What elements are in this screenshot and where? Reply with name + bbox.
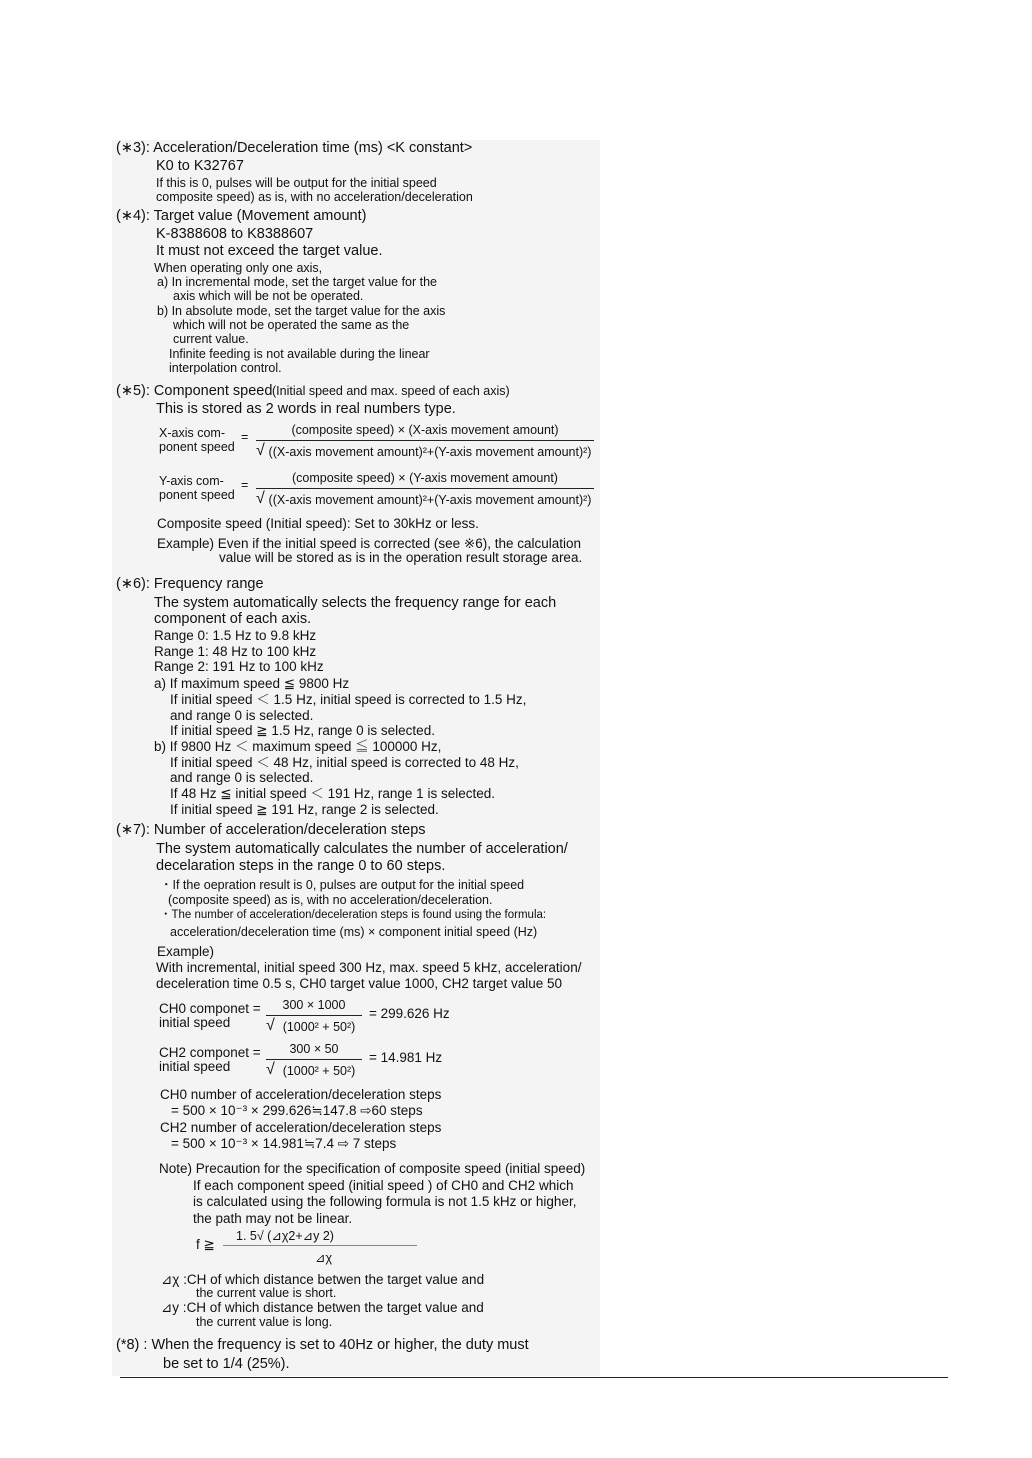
note7-text: The system automatically calculates the number of acceleration/ [156, 841, 568, 857]
note5-text: Example) Even if the initial speed is corrected (see ※6), the calculation [157, 536, 582, 551]
note7-text: decelaration steps in the range 0 to 60 steps. [156, 858, 446, 874]
formula-denominator: ((X-axis movement amount)²+(Y-axis movement amount)²) [268, 445, 592, 459]
note4-text: current value. [173, 332, 249, 346]
formula-numerator: 300 × 50 [289, 1042, 339, 1056]
formula-denominator: ((X-axis movement amount)²+(Y-axis movement amount)²) [268, 493, 592, 507]
note4-text: When operating only one axis, [154, 261, 323, 275]
note5-heading: (∗5): Component speed [116, 383, 273, 399]
delta-x-definition: ⊿χ :CH of which distance betwen the target value and [161, 1272, 485, 1287]
range-item: Range 2: 191 Hz to 100 kHz [154, 659, 324, 674]
fraction-bar [266, 1059, 362, 1060]
precaution-text: the path may not be linear. [193, 1211, 353, 1226]
ch2-formula-label: initial speed [159, 1059, 231, 1074]
x-component-formula [256, 423, 594, 463]
condition-b-text: If initial speed ≧ 191 Hz, range 2 is selected. [170, 802, 439, 817]
note4-text: Infinite feeding is not available during the linear [169, 347, 430, 361]
y-formula-label: Y-axis com- [159, 474, 224, 488]
precaution-text: is calculated using the following formula is not 1.5 kHz or higher, [193, 1194, 577, 1209]
square-root-icon: √ [266, 1061, 275, 1078]
note5-heading-detail: (Initial speed and max. speed of each axis) [272, 384, 510, 398]
equals-sign: = [241, 430, 249, 444]
note7-heading: (∗7): Number of acceleration/deceleration steps [116, 822, 426, 838]
ch2-formula-label: CH2 componet = [159, 1045, 261, 1060]
note3-range: K0 to K32767 [156, 158, 244, 174]
note7-text: (composite speed) as is, with no acceleration/deceleration. [168, 893, 493, 907]
range-item: Range 1: 48 Hz to 100 kHz [154, 644, 317, 659]
ch0-formula-label: initial speed [159, 1015, 231, 1030]
note5-text: This is stored as 2 words in real numbers type. [156, 401, 456, 417]
y-formula-label: ponent speed [159, 488, 235, 502]
formula-denominator: (1000² + 50²) [282, 1020, 356, 1034]
equals-sign: = [241, 478, 249, 492]
ch2-speed-formula [266, 1042, 362, 1082]
note6-text: The system automatically selects the frequency range for each [154, 595, 557, 611]
condition-a-text: If initial speed ≧ 1.5 Hz, range 0 is selected. [170, 723, 435, 738]
x-formula-label: ponent speed [159, 440, 235, 454]
steps-text: CH2 number of acceleration/deceleration steps [160, 1120, 442, 1135]
note4-range: K-8388608 to K8388607 [156, 226, 314, 242]
y-component-formula [256, 471, 594, 511]
condition-a: a) If maximum speed ≦ 9800 Hz [154, 676, 350, 691]
f-formula [223, 1228, 417, 1268]
formula-numerator: (composite speed) × (X-axis movement amount) [291, 423, 559, 437]
note4-text: It must not exceed the target value. [156, 243, 383, 259]
square-root-icon: √ [256, 442, 265, 459]
delta-y-definition: ⊿y :CH of which distance betwen the target value and [161, 1300, 484, 1315]
note4-text: a) In incremental mode, set the target value for the [157, 275, 438, 289]
fraction-bar [256, 488, 594, 489]
precaution-note: Note) Precaution for the specification of composite speed (initial speed) [159, 1161, 586, 1176]
x-formula-label: X-axis com- [159, 426, 225, 440]
delta-y-definition: the current value is long. [196, 1315, 333, 1329]
example-text: deceleration time 0.5 s, CH0 target value 1000, CH2 target value 50 [156, 976, 562, 991]
note5-text: Composite speed (Initial speed): Set to 30kHz or less. [157, 516, 479, 531]
condition-a-text: If initial speed ＜ 1.5 Hz, initial speed is corrected to 1.5 Hz, [170, 692, 527, 707]
note4-text: axis which will be not be operated. [173, 289, 364, 303]
ch0-result: = 299.626 Hz [369, 1006, 450, 1021]
page-rule [120, 1377, 948, 1378]
note7-bullet: ・If the oepration result is 0, pulses are output for the initial speed [160, 878, 525, 892]
formula-numerator: 300 × 1000 [282, 998, 346, 1012]
square-root-icon: √ [266, 1017, 275, 1034]
condition-b-text: If 48 Hz ≦ initial speed ＜ 191 Hz, range 1 is selected. [170, 786, 495, 801]
note7-text: acceleration/deceleration time (ms) × component initial speed (Hz) [170, 925, 538, 939]
delta-x-definition: the current value is short. [196, 1286, 337, 1300]
note3-text: If this is 0, pulses will be output for the initial speed [156, 176, 437, 190]
note4-text: b) In absolute mode, set the target value for the axis [157, 304, 446, 318]
note4-heading: (∗4): Target value (Movement amount) [116, 208, 367, 224]
example-text: With incremental, initial speed 300 Hz, max. speed 5 kHz, acceleration/ [156, 960, 582, 975]
condition-a-text: and range 0 is selected. [170, 708, 314, 723]
precaution-text: If each component speed (initial speed ) of CH0 and CH2 which [193, 1178, 574, 1193]
note8-text: be set to 1/4 (25%). [163, 1356, 290, 1372]
condition-b-text: and range 0 is selected. [170, 770, 314, 785]
note6-text: component of each axis. [154, 611, 312, 627]
ch0-formula-label: CH0 componet = [159, 1001, 261, 1016]
note7-bullet: ・The number of acceleration/deceleration steps is found using the formula: [160, 909, 547, 921]
fraction-bar [223, 1245, 417, 1246]
fraction-bar [256, 440, 594, 441]
ch0-speed-formula [266, 998, 362, 1038]
steps-text: = 500 × 10⁻³ × 14.981≒7.4 ⇨ 7 steps [171, 1136, 397, 1151]
note8-heading: (*8) : When the frequency is set to 40Hz or higher, the duty must [116, 1337, 529, 1353]
note4-text: interpolation control. [169, 361, 282, 375]
formula-denominator: (1000² + 50²) [282, 1064, 356, 1078]
condition-b: b) If 9800 Hz ＜ maximum speed ≦ 100000 Hz, [154, 739, 442, 754]
example-label: Example) [157, 944, 215, 959]
note3-heading: (∗3): Acceleration/Deceleration time (ms) <K constant> [116, 140, 473, 156]
formula-numerator: 1. 5√ (⊿χ2+⊿y 2) [236, 1229, 334, 1243]
ch2-result: = 14.981 Hz [369, 1050, 443, 1065]
formula-denominator: ⊿χ [315, 1251, 333, 1265]
f-formula-label: f ≧ [196, 1237, 215, 1252]
note5-text: value will be stored as is in the operation result storage area. [219, 550, 583, 565]
range-item: Range 0: 1.5 Hz to 9.8 kHz [154, 628, 317, 643]
note3-text: composite speed) as is, with no acceleration/deceleration [156, 190, 473, 204]
note6-heading: (∗6): Frequency range [116, 576, 264, 592]
fraction-bar [266, 1015, 362, 1016]
formula-numerator: (composite speed) × (Y-axis movement amount) [292, 471, 558, 485]
square-root-icon: √ [256, 490, 265, 507]
condition-b-text: If initial speed ＜ 48 Hz, initial speed is corrected to 48 Hz, [170, 755, 519, 770]
steps-text: = 500 × 10⁻³ × 299.626≒147.8 ⇨60 steps [171, 1103, 423, 1118]
steps-text: CH0 number of acceleration/deceleration steps [160, 1087, 442, 1102]
note4-text: which will not be operated the same as the [173, 318, 410, 332]
